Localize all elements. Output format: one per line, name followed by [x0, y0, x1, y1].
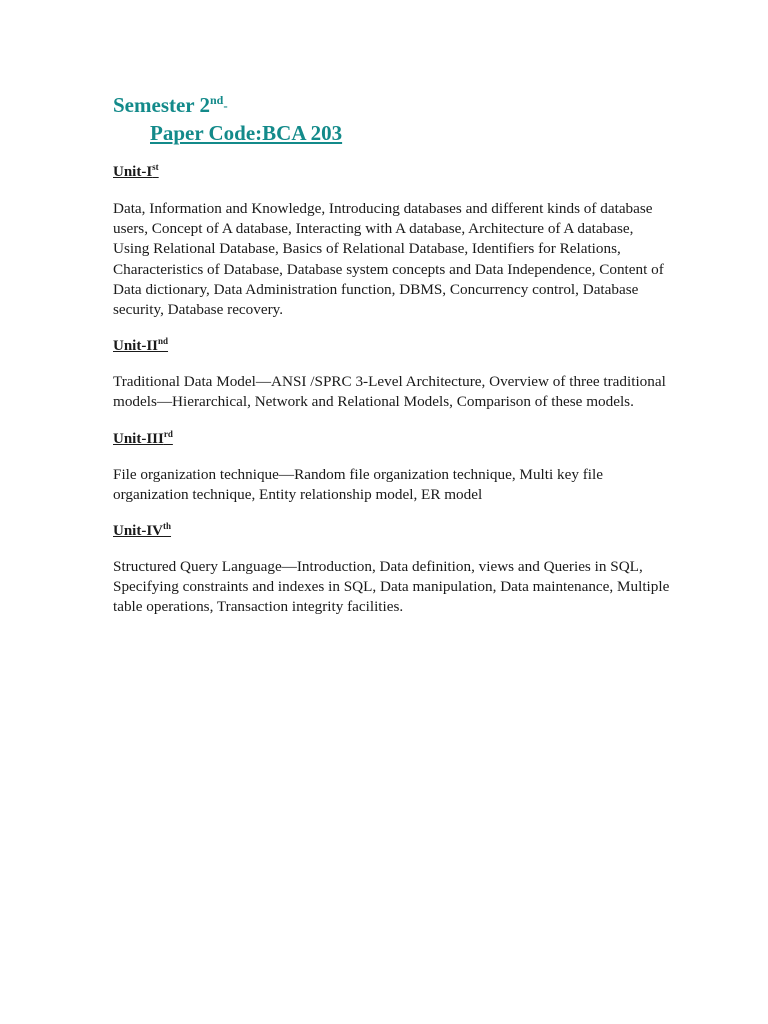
- unit-4-suffix: th: [163, 521, 172, 532]
- unit-3-body: File organization technique—Random file organization technique, Multi key file organization technique, Entity relationship model, ER model: [113, 465, 603, 503]
- semester-suffix: nd: [210, 93, 224, 107]
- unit-1-heading: [113, 162, 673, 182]
- unit-1-body: Data, Information and Knowledge, Introducing databases and different kinds of database users, Concept of A database, Interacting with A database, Architecture of A database, Using Relational Database, Basics of Relational Database, Identifiers for Relations, Characteristics of Database, Database system concepts and Data Independence, Content of Data dictionary, Data Administration function, DBMS, Concurrency control, Database security, Database recovery.: [113, 200, 664, 319]
- unit-2-body: Traditional Data Model—ANSI /SPRC 3-Level Architecture, Overview of three traditional models—Hierarchical, Network and Relational Models, Comparison of these models.: [113, 373, 666, 411]
- unit-4-heading: [113, 521, 673, 541]
- unit-3-title: Unit-III: [113, 430, 164, 447]
- semester-label: Semester 2: [113, 93, 210, 117]
- unit-1-suffix: st: [152, 162, 159, 172]
- document-page: [113, 92, 673, 618]
- paper-code-heading: Paper Code:BCA 203: [150, 121, 343, 145]
- unit-2-heading: [113, 336, 673, 356]
- unit-4-title: Unit-IV: [113, 523, 164, 540]
- unit-2-title: Unit-II: [113, 338, 159, 355]
- semester-dash: -: [223, 98, 228, 113]
- unit-2-suffix: nd: [158, 336, 169, 347]
- semester-heading: [113, 92, 673, 119]
- unit-3-heading: [113, 429, 673, 449]
- unit-4-body: Structured Query Language—Introduction, Data definition, views and Queries in SQL, Specifying constraints and indexes in SQL, Data manipulation, Data maintenance, Multiple table operations, Transaction integrity facilities.: [113, 558, 670, 616]
- unit-1-title: Unit-I: [113, 164, 153, 180]
- unit-3-suffix: rd: [163, 428, 173, 439]
